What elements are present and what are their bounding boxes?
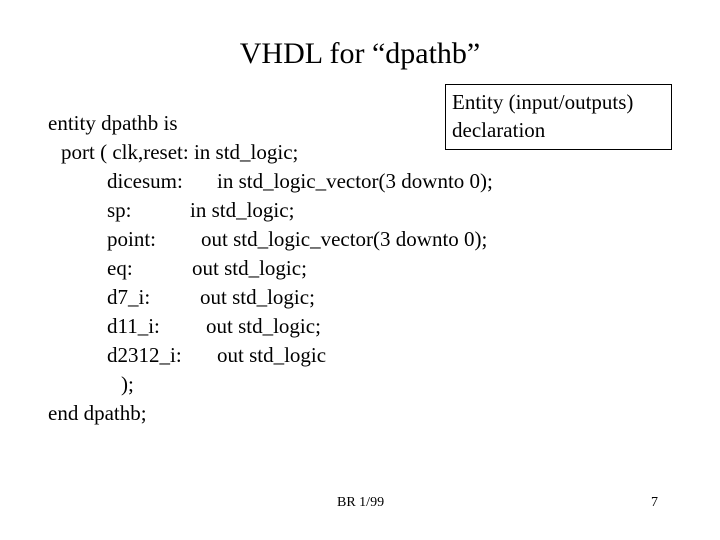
port-d2312-type: out std_logic bbox=[217, 343, 327, 367]
port-d2312-name: d2312_i: bbox=[107, 343, 182, 367]
end-entity-line: end dpathb; bbox=[48, 401, 147, 425]
entity-callout-box bbox=[445, 84, 672, 150]
slide-title: VHDL for “dpathb” bbox=[239, 37, 481, 70]
port-d7-name: d7_i: bbox=[107, 285, 151, 309]
port-dicesum-type: in std_logic_vector(3 downto 0); bbox=[217, 169, 493, 193]
port-close-line: ); bbox=[121, 372, 134, 396]
port-d11-type: out std_logic; bbox=[206, 314, 321, 338]
page-number: 7 bbox=[651, 495, 658, 510]
port-sp-name: sp: bbox=[107, 198, 132, 222]
port-d7-type: out std_logic; bbox=[200, 285, 315, 309]
port-point-type: out std_logic_vector(3 downto 0); bbox=[201, 227, 488, 251]
port-eq-type: out std_logic; bbox=[192, 256, 307, 280]
entity-declaration-line: entity dpathb is bbox=[48, 111, 178, 135]
port-open-line: port ( clk,reset: in std_logic; bbox=[61, 140, 299, 164]
port-sp-type: in std_logic; bbox=[190, 198, 295, 222]
callout-line-1: Entity (input/outputs) bbox=[452, 90, 634, 114]
port-eq-name: eq: bbox=[107, 256, 133, 280]
callout-line-2: declaration bbox=[452, 118, 546, 142]
port-point-name: point: bbox=[107, 227, 157, 251]
footer-source: BR 1/99 bbox=[337, 495, 385, 510]
port-dicesum-name: dicesum: bbox=[107, 169, 183, 193]
port-d11-name: d11_i: bbox=[107, 314, 160, 338]
